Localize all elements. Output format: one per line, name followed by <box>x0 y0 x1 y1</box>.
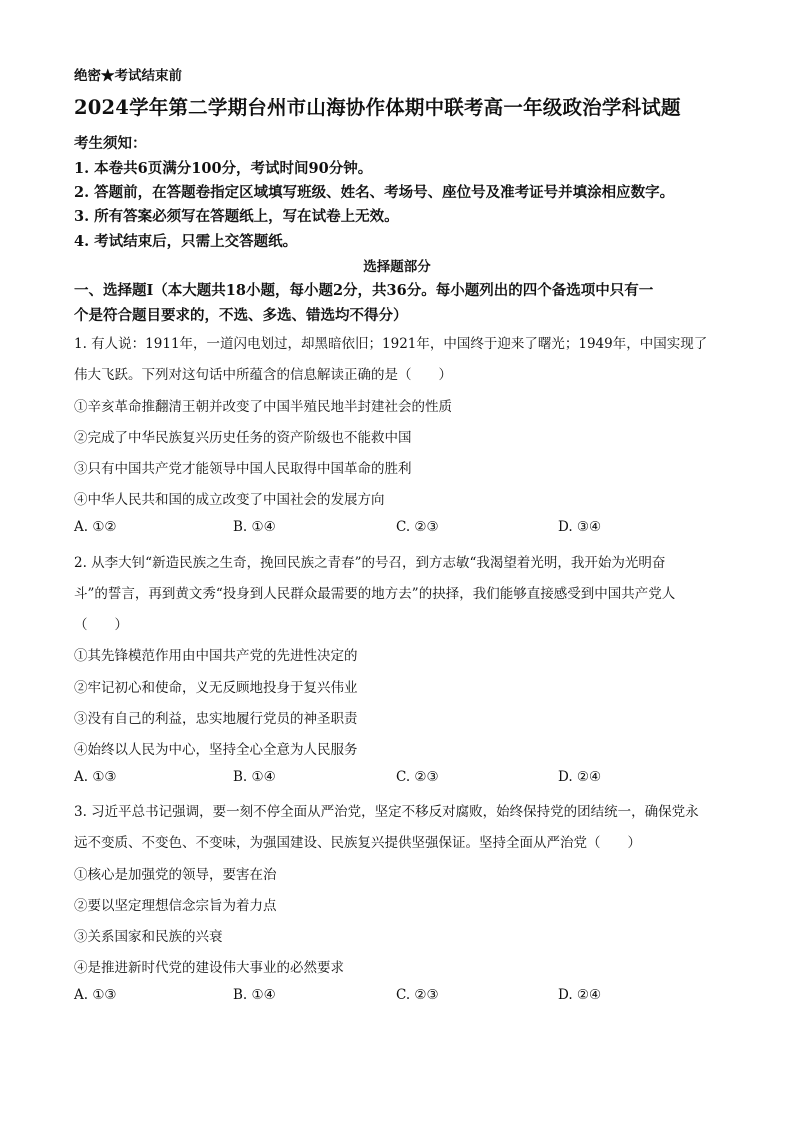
q1-statement-4: ④中华人民共和国的成立改变了中国社会的发展方向 <box>74 492 385 508</box>
q1-statement-3: ③只有中国共产党才能领导中国人民取得中国革命的胜利 <box>74 461 412 477</box>
section-title: 选择题部分 <box>363 259 431 275</box>
q2-statement-4: ④始终以人民为中心，坚持全心全意为人民服务 <box>74 742 358 758</box>
q2-statement-3: ③没有自己的利益，忠实地履行党员的神圣职责 <box>74 711 358 727</box>
q1-stem-line-2: 伟大飞跃。下列对这句话中所蕴含的信息解读正确的是（ ） <box>74 367 452 383</box>
q2-statement-2: ②牢记初心和使命，义无反顾地投身于复兴伟业 <box>74 680 358 696</box>
q3-statement-1: ①核心是加强党的领导，要害在治 <box>74 867 277 883</box>
q1-option-b: B. ①④ <box>233 519 276 535</box>
q2-stem-line-3: （ ） <box>74 617 128 633</box>
notice-item-3: 3. 所有答案必须写在答题纸上，写在试卷上无效。 <box>74 208 399 225</box>
q2-option-d: D. ②④ <box>558 769 602 785</box>
part-heading-line-2: 个是符合题目要求的，不选、多选、错选均不得分） <box>74 307 408 324</box>
part-heading-line-1: 一、选择题Ⅰ（本大题共18小题，每小题2分，共36分。每小题列出的四个备选项中只有一 <box>74 282 654 299</box>
q2-option-a: A. ①③ <box>74 769 117 785</box>
q2-statement-1: ①其先锋模范作用由中国共产党的先进性决定的 <box>74 648 358 664</box>
q3-stem-line-1: 3. 习近平总书记强调，要一刻不停全面从严治党，坚定不移反对腐败，始终保持党的团结统一，确保党永 <box>74 804 699 820</box>
q3-option-b: B. ①④ <box>233 987 276 1003</box>
q2-stem-line-1: 2. 从李大钊“新造民族之生奇，挽回民族之青春”的号召，到方志敏“我渴望着光明，我开始为光明奋 <box>74 555 666 571</box>
q3-statement-3: ③关系国家和民族的兴衰 <box>74 929 223 945</box>
q1-stem-line-1: 1. 有人说：1911年，一道闪电划过，却黑暗依旧；1921年，中国终于迎来了曙光；1949年，中国实现了 <box>74 336 708 352</box>
exam-title: 2024学年第二学期台州市山海协作体期中联考高一年级政治学科试题 <box>74 96 681 119</box>
q1-statement-1: ①辛亥革命推翻清王朝并改变了中国半殖民地半封建社会的性质 <box>74 399 452 415</box>
q3-stem-line-2: 远不变质、不变色、不变味，为强国建设、民族复兴提供坚强保证。坚持全面从严治党（ ） <box>74 835 641 851</box>
q1-option-d: D. ③④ <box>558 519 602 535</box>
notice-heading: 考生须知： <box>74 135 147 152</box>
q1-option-c: C. ②③ <box>396 519 439 535</box>
q1-statement-2: ②完成了中华民族复兴历史任务的资产阶级也不能救中国 <box>74 430 412 446</box>
confidential-label: 绝密★考试结束前 <box>74 68 182 84</box>
q3-option-a: A. ①③ <box>74 987 117 1003</box>
q2-option-c: C. ②③ <box>396 769 439 785</box>
q3-statement-2: ②要以坚定理想信念宗旨为着力点 <box>74 898 277 914</box>
q3-option-d: D. ②④ <box>558 987 602 1003</box>
notice-item-4: 4. 考试结束后，只需上交答题纸。 <box>74 233 298 250</box>
q3-option-c: C. ②③ <box>396 987 439 1003</box>
notice-item-1: 1. 本卷共6页满分100分，考试时间90分钟。 <box>74 160 373 177</box>
q2-option-b: B. ①④ <box>233 769 276 785</box>
q1-option-a: A. ①② <box>74 519 117 535</box>
notice-item-2: 2. 答题前，在答题卷指定区域填写班级、姓名、考场号、座位号及准考证号并填涂相应数字。 <box>74 184 675 201</box>
q3-statement-4: ④是推进新时代党的建设伟大事业的必然要求 <box>74 960 344 976</box>
q2-stem-line-2: 斗”的誓言，再到黄文秀“投身到人民群众最需要的地方去”的抉择，我们能够直接感受到中国共产党人 <box>74 586 676 602</box>
